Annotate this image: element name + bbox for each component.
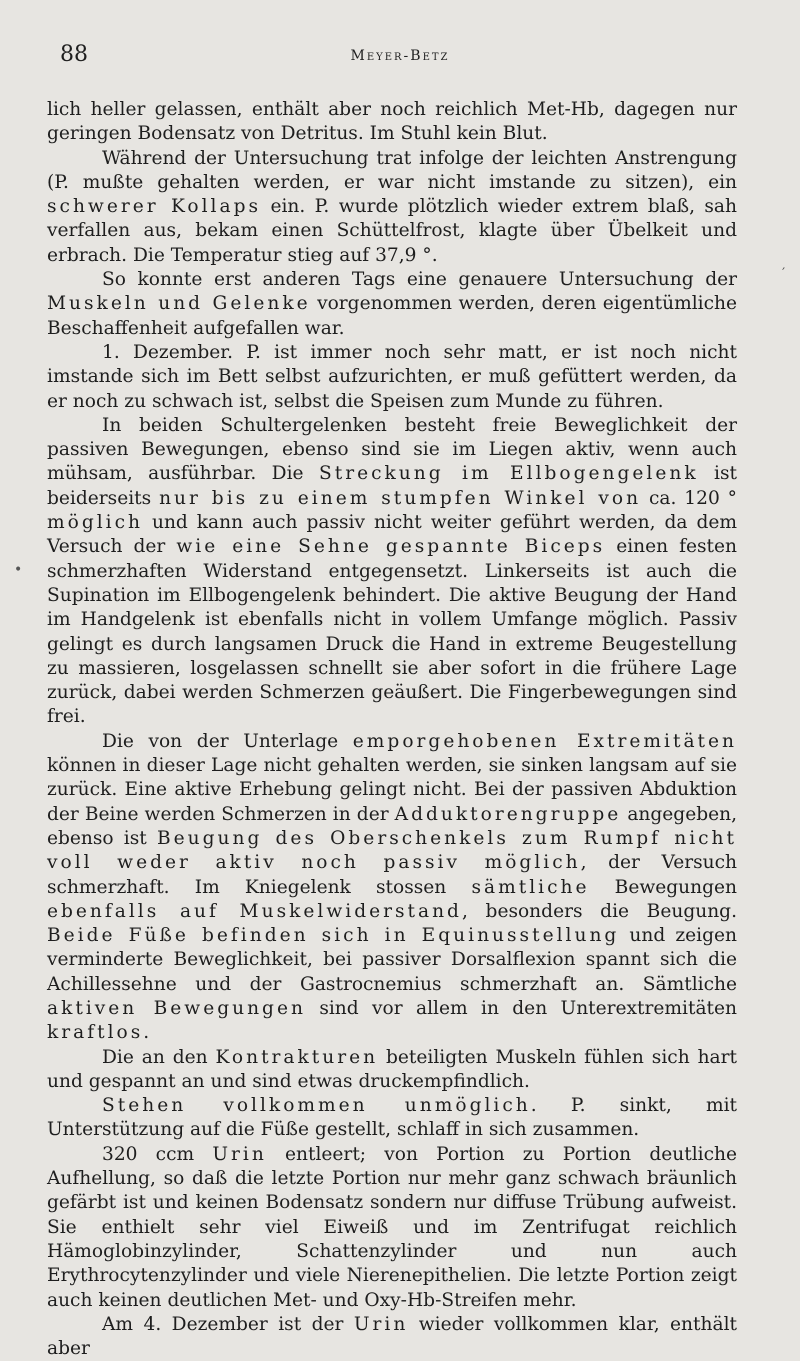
spaced-emphasis-text: Urin <box>353 1313 409 1335</box>
paragraph <box>47 1143 737 1313</box>
paragraph <box>47 147 737 268</box>
text-run: Am 4. Dezember ist der <box>102 1313 354 1335</box>
text-run: lich heller gelassen, enthält aber noch reichlich Met-Hb, dagegen nur geringen Bodensatz von Detritus. Im Stuhl kein Blut. <box>47 99 737 145</box>
spaced-emphasis-text: nur bis zu einem stumpfen Winkel von <box>159 487 642 509</box>
text-run: Die an den <box>102 1046 216 1068</box>
spaced-emphasis-text: Muskeln und Gelenke <box>47 293 311 315</box>
spaced-emphasis-text: ebenfalls auf Muskelwiderstand <box>47 900 462 922</box>
spaced-emphasis-text: schwerer Kollaps <box>47 196 262 218</box>
text-run: ist beiderseits <box>47 463 738 509</box>
text-run: 1. Dezember. P. ist immer noch sehr matt, er ist noch nicht imstande sich im Bett selbst aufzurichten, er muß gefüttert werden, da er noch zu schwach ist, selbst die Speisen zum Munde zu führen. <box>47 341 737 412</box>
text-run: und kann auch passiv nicht weiter geführt werden, da dem Versuch der <box>47 512 737 558</box>
spaced-emphasis-text: Adduktorengruppe <box>394 803 622 825</box>
text-run: wieder vollkommen klar, enthält aber <box>47 1313 737 1360</box>
spaced-emphasis-text: Beide Füße befinden sich in Equinusstellung <box>47 925 620 947</box>
text-run: In beiden Schultergelenken besteht freie Beweglichkeit der passiven Bewegungen, ebenso sind sie im Liegen aktiv, wenn auch mühsam, ausführbar. Die <box>47 414 737 485</box>
paragraph <box>47 1046 737 1095</box>
text-run: ca. 120 ° <box>641 487 737 509</box>
spaced-emphasis-text: Beugung des Oberschenkels zum Rumpf nicht voll weder aktiv noch passiv möglich <box>47 827 737 874</box>
page-number: 88 <box>60 42 88 67</box>
paragraph <box>47 341 737 414</box>
paragraph <box>47 1094 737 1143</box>
text-run: einen festen schmerzhaften Widerstand entgegensetzt. Linkerseits ist auch die Supination im Ellbogengelenk behindert. Die aktive Beugung der Hand im Handgelenk ist ebenfalls nicht in vollem Umfange möglich. Passiv gelingt es durch langsamen Druck die Hand in extreme Beugestellung zu massieren, losgelassen schnellt sie aber sofort in die frühere Lage zurück, dabei werden Schmerzen geäußert. Die Fingerbewegungen sind frei. <box>47 536 738 728</box>
margin-dash-mark: • <box>14 562 23 578</box>
text-run: sind vor allem in den Unterextremitäten <box>305 997 737 1019</box>
spaced-emphasis-text: möglich <box>47 512 144 534</box>
spaced-emphasis-text: emporgehobenen Extremitäten <box>352 730 737 752</box>
text-run: , der Versuch schmerzhaft. Im Kniegelenk stossen <box>47 852 738 898</box>
text-run: Während der Untersuchung trat infolge der leichten Anstrengung (P. mußte gehalten werden, er war nicht imstande zu sitzen), ein <box>47 147 737 193</box>
spaced-emphasis-text: kraftlos <box>47 1022 144 1044</box>
text-run: . <box>143 1022 150 1044</box>
text-run: vorgenommen werden, deren eigentümliche Beschaffenheit aufgefallen war. <box>47 293 737 339</box>
page-header <box>60 42 740 72</box>
text-run: , besonders die Beugung. <box>461 900 737 922</box>
margin-tick-mark: ′ <box>782 266 786 282</box>
paragraph <box>47 268 737 341</box>
text-run: So konnte erst anderen Tags eine genauere Untersuchung der <box>102 269 737 291</box>
text-run: entleert; von Portion zu Portion deutliche Aufhellung, so daß die letzte Portion nur mehr ganz schwach bräunlich gefärbt ist und keinen Bodensatz sondern nur diffuse Trübung aufweist. Sie enthielt sehr viel Eiweiß und im Zentrifugat reichlich Hämoglobinzylinder, Schattenzylinder und nun auch Erythrocytenzylinder und viele Nierenepithelien. Die letzte Portion zeigt auch keinen deutlichen Met- und Oxy-Hb-Streifen mehr. <box>47 1143 737 1311</box>
text-run: angegeben, ebenso ist <box>47 803 738 849</box>
paragraph <box>47 730 737 1046</box>
spaced-emphasis-text: Stehen vollkommen unmöglich <box>102 1095 531 1117</box>
spaced-emphasis-text: Urin <box>212 1143 267 1165</box>
paragraph <box>47 414 737 730</box>
paragraph <box>47 1313 737 1361</box>
body-text <box>47 98 737 1361</box>
paragraph <box>47 98 737 147</box>
spaced-emphasis-text: aktiven Bewegungen <box>47 997 306 1019</box>
text-run: 320 ccm <box>102 1143 213 1165</box>
spaced-emphasis-text: Streckung im Ellbogengelenk <box>318 463 699 485</box>
spaced-emphasis-text: wie eine Sehne gespannte Biceps <box>176 536 606 558</box>
text-run: Bewegungen <box>589 876 738 898</box>
text-run: Die von der Unterlage <box>102 730 353 752</box>
text-run: beteiligten Muskeln fühlen sich hart und gespannt an und sind etwas druckempfindlich. <box>47 1046 737 1092</box>
text-run: und zeigen verminderte Beweglichkeit, bei passiver Dorsalflexion spannt sich die Achillessehne und der Gastrocnemius schmerzhaft an. Sämtliche <box>47 925 737 995</box>
text-run: . P. sinkt, mit Unterstützung auf die Füße gestellt, schlaff in sich zusammen. <box>47 1095 737 1141</box>
spaced-emphasis-text: Kontrakturen <box>215 1046 379 1068</box>
text-run: ein. P. wurde plötzlich wieder extrem blaß, sah verfallen aus, bekam einen Schüttelfrost, klagte über Übelkeit und erbrach. Die Temperatur stieg auf 37,9 °. <box>47 196 737 266</box>
running-head: Meyer-Betz <box>350 48 450 64</box>
spaced-emphasis-text: sämtliche <box>471 876 590 898</box>
text-run: können in dieser Lage nicht gehalten werden, sie sinken langsam auf sie zurück. Eine aktive Erhebung gelingt nicht. Bei der passiven Abduktion der Beine werden Schmerzen in der <box>47 755 737 825</box>
